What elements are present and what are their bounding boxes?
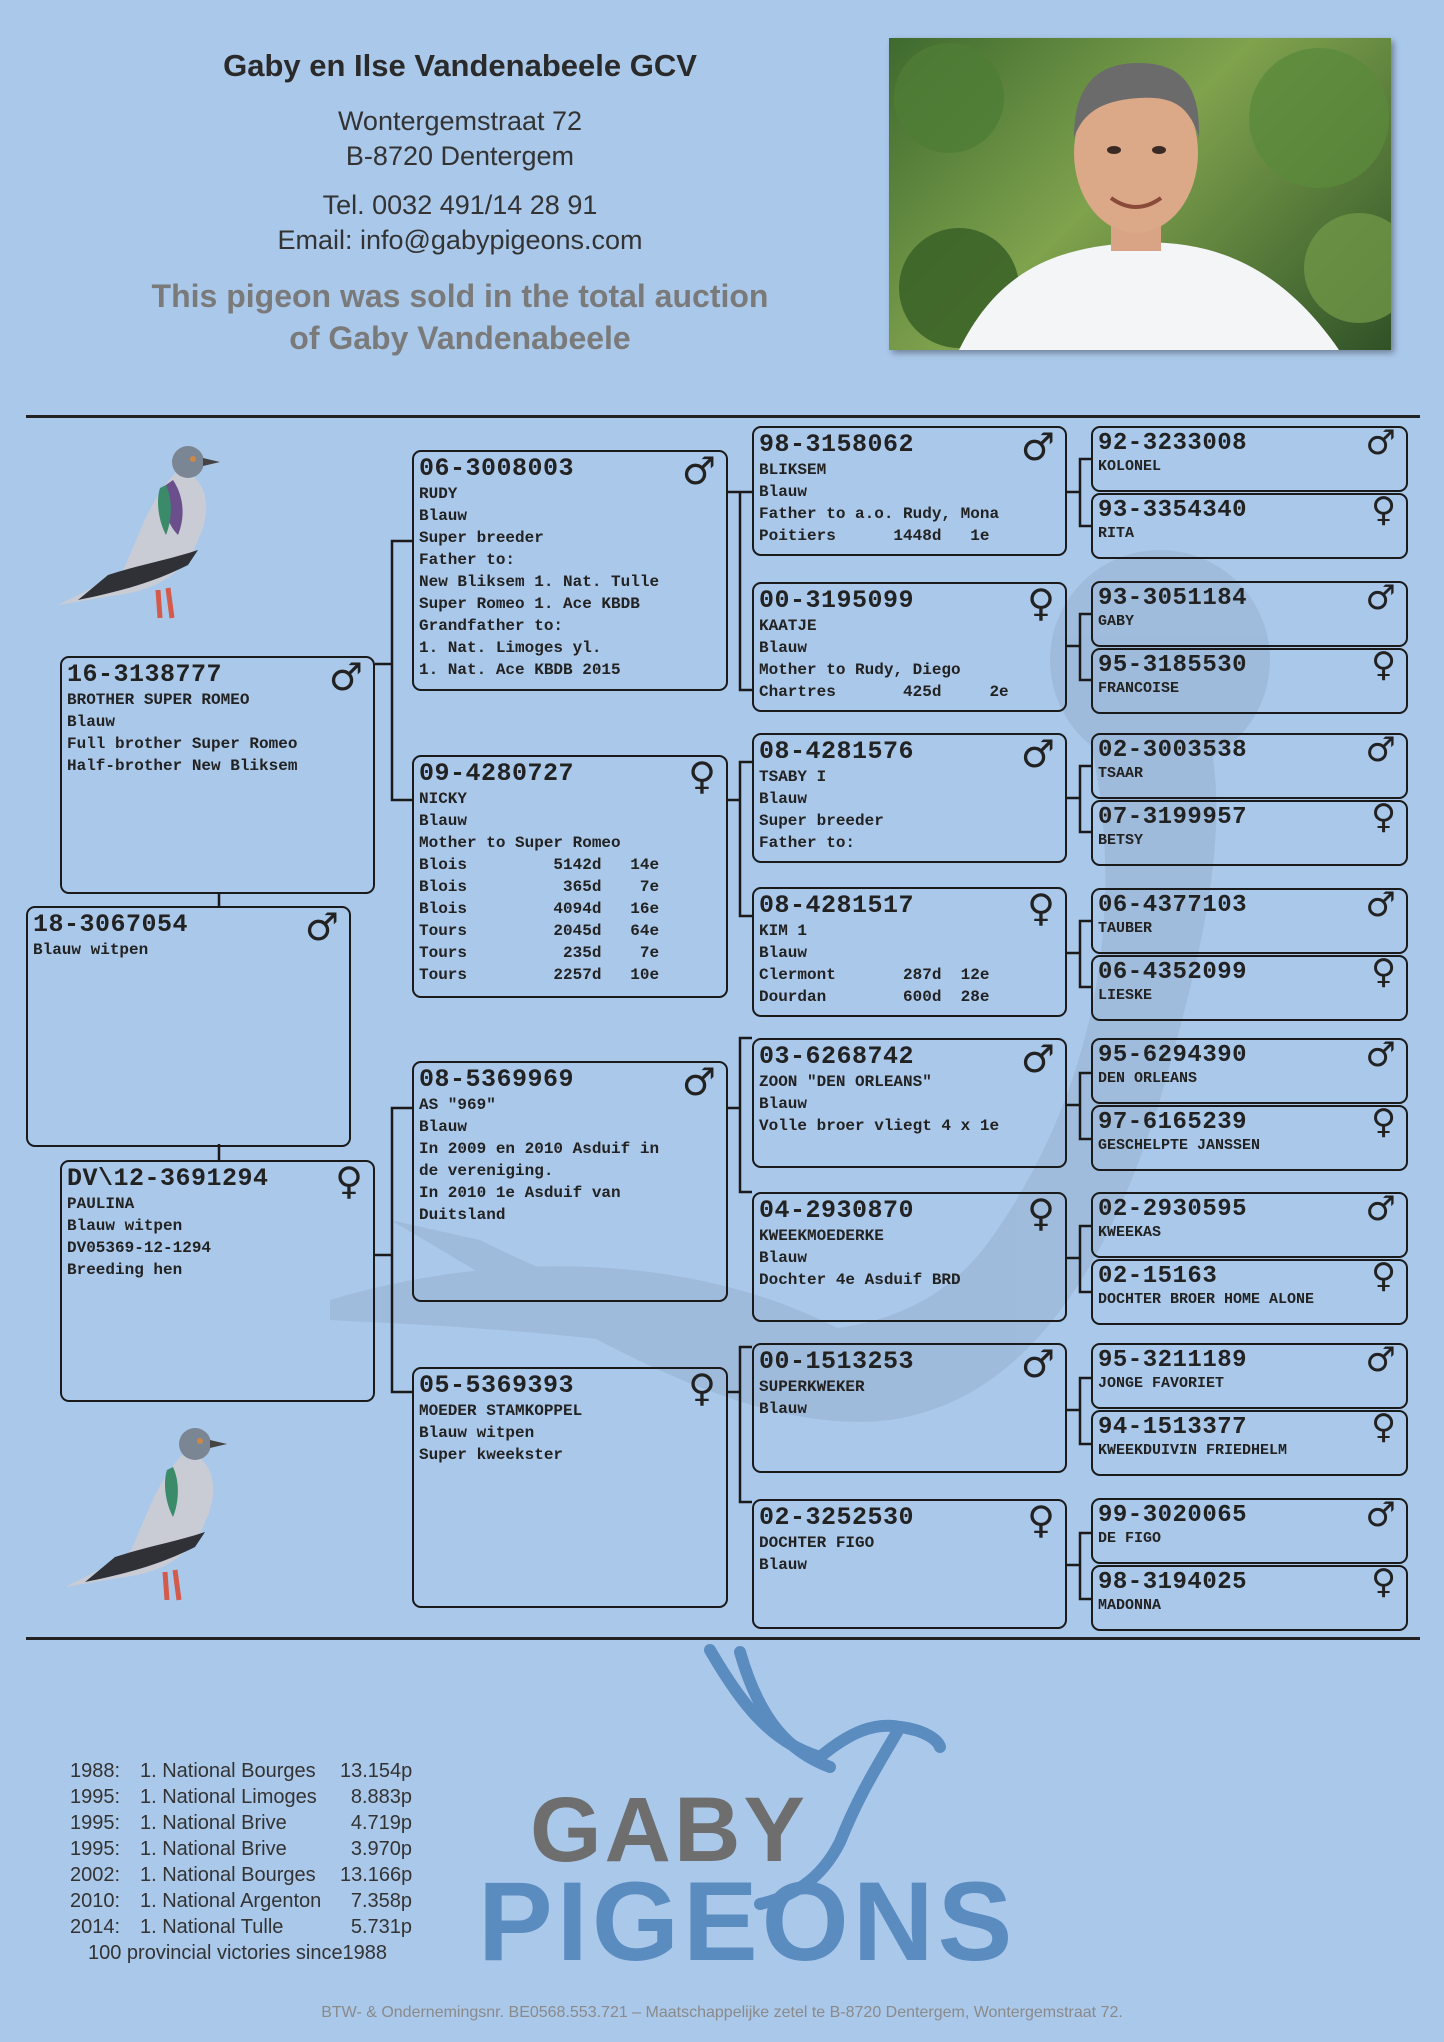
detail-line: Super breeder <box>759 812 884 830</box>
detail-line: DV05369-12-1294 <box>67 1239 212 1257</box>
male-symbol-icon: ♂ <box>681 450 716 493</box>
pedigree-card-g5-3 <box>1091 581 1408 647</box>
pedigree-card-g5-9 <box>1091 1038 1408 1104</box>
detail-line: Blois 4094d 16e <box>419 900 660 918</box>
female-symbol-icon: ♀ <box>1027 1192 1055 1235</box>
ring-number: 02-3003538 <box>1098 737 1248 764</box>
male-symbol-icon: ♂ <box>1020 733 1055 776</box>
ring-number: 93-3051184 <box>1098 585 1248 612</box>
female-symbol-icon: ♀ <box>688 755 716 798</box>
female-symbol-icon: ♀ <box>1371 493 1396 530</box>
detail-line: New Bliksem 1. Nat. Tulle <box>419 573 660 591</box>
logo-text-gaby: GABY <box>530 1779 808 1881</box>
pigeon-name: FRANCOISE <box>1098 680 1180 697</box>
pigeon-name: TAUBER <box>1098 920 1153 937</box>
detail-line: Super breeder <box>419 529 544 547</box>
detail-line: BROTHER SUPER ROMEO <box>67 691 250 709</box>
detail-line: Blauw witpen <box>419 1424 535 1442</box>
pedigree-card-subject <box>26 906 351 1147</box>
result-race: 1. National Tulle <box>140 1916 284 1938</box>
female-symbol-icon: ♀ <box>1371 1565 1396 1602</box>
male-symbol-icon: ♂ <box>1365 1038 1396 1075</box>
detail-line: PAULINA <box>67 1195 135 1213</box>
pedigree-card-g5-7 <box>1091 888 1408 954</box>
female-symbol-icon: ♀ <box>1371 1410 1396 1447</box>
detail-line: Super kweekster <box>419 1446 564 1464</box>
detail-line: DOCHTER FIGO <box>759 1534 875 1552</box>
pedigree-card-g5-1 <box>1091 426 1408 492</box>
pedigree-card-g5-5 <box>1091 733 1408 799</box>
pedigree-card-mff <box>752 1038 1067 1168</box>
male-symbol-icon: ♂ <box>1365 1192 1396 1229</box>
ring-number: 18-3067054 <box>33 910 189 939</box>
ring-number: 07-3199957 <box>1098 804 1248 831</box>
detail-line: Blauw <box>759 1095 808 1113</box>
ring-number: 06-4377103 <box>1098 892 1248 919</box>
detail-line: BLIKSEM <box>759 461 827 479</box>
pedigree-card-g5-14 <box>1091 1410 1408 1476</box>
pigeon-name: KWEEKDUIVIN FRIEDHELM <box>1098 1442 1288 1459</box>
result-pigeons: 5.731p <box>350 1916 412 1938</box>
phone-number: Tel. 0032 491/14 28 91 <box>322 190 598 220</box>
detail-line: In 2010 1e Asduif van <box>419 1184 621 1202</box>
detail-line: KWEEKMOEDERKE <box>759 1227 884 1245</box>
pedigree-card-g5-11 <box>1091 1192 1408 1258</box>
result-year: 1995: <box>70 1838 121 1860</box>
male-symbol-icon: ♂ <box>1365 581 1396 618</box>
ring-number: 98-3194025 <box>1098 1569 1248 1596</box>
ring-number: 06-3008003 <box>419 454 575 483</box>
detail-line: Blauw <box>759 1400 808 1418</box>
result-race: 1. National Brive <box>140 1812 287 1834</box>
pigeon-name: KWEEKAS <box>1098 1224 1162 1241</box>
detail-line: Chartres 425d 2e <box>759 683 1009 701</box>
ring-number: 99-3020065 <box>1098 1502 1248 1529</box>
ring-number: 08-4281576 <box>759 737 915 766</box>
result-pigeons: 3.970p <box>350 1838 412 1860</box>
male-symbol-icon: ♂ <box>1020 1343 1055 1386</box>
result-pigeons: 13.154p <box>340 1760 413 1782</box>
auction-note-line1: This pigeon was sold in the total auction <box>151 278 769 314</box>
pedigree-card-g5-16 <box>1091 1565 1408 1631</box>
result-race: 1. National Brive <box>140 1838 287 1860</box>
pedigree-card-g5-15 <box>1091 1498 1408 1564</box>
result-row <box>70 1784 412 1810</box>
pedigree-card-g5-2 <box>1091 493 1408 559</box>
detail-line: KIM 1 <box>759 922 808 940</box>
female-symbol-icon: ♀ <box>1371 648 1396 685</box>
detail-line: 1. Nat. Limoges yl. <box>419 639 602 657</box>
address-city: B-8720 Dentergem <box>345 141 575 171</box>
ring-number: 95-6294390 <box>1098 1042 1248 1069</box>
detail-line: AS "969" <box>419 1096 496 1114</box>
male-symbol-icon: ♂ <box>1020 426 1055 469</box>
detail-line: Tours 2257d 10e <box>419 966 660 984</box>
pedigree-card-fmm <box>752 887 1067 1017</box>
detail-line: Blauw <box>759 1249 808 1267</box>
detail-line: Blois 365d 7e <box>419 878 660 896</box>
ring-number: 04-2930870 <box>759 1196 915 1225</box>
ring-number: 02-2930595 <box>1098 1196 1248 1223</box>
result-pigeons: 13.166p <box>340 1864 413 1886</box>
pedigree-card-ffm <box>752 582 1067 712</box>
logo-text-pigeons: PIGEONS <box>478 1859 1017 1984</box>
detail-line: Poitiers 1448d 1e <box>759 527 990 545</box>
pigeon-name: MADONNA <box>1098 1597 1162 1614</box>
male-symbol-icon: ♂ <box>1365 733 1396 770</box>
detail-line: Blauw <box>759 1556 808 1574</box>
pedigree-card-fmf <box>752 733 1067 863</box>
pigeon-name: BETSY <box>1098 832 1144 849</box>
detail-line: Blauw <box>419 812 468 830</box>
pedigree-card-mm <box>412 1367 728 1608</box>
detail-line: Blauw <box>67 713 116 731</box>
pigeon-name: TSAAR <box>1098 765 1144 782</box>
detail-line: Blauw <box>759 639 808 657</box>
result-pigeons: 7.358p <box>350 1890 412 1912</box>
detail-line: Blauw <box>759 790 808 808</box>
pedigree-card-g5-12 <box>1091 1259 1408 1325</box>
pedigree-card-ff <box>412 450 728 691</box>
male-symbol-icon: ♂ <box>681 1061 716 1104</box>
detail-line: Volle broer vliegt 4 x 1e <box>759 1117 1000 1135</box>
male-symbol-icon: ♂ <box>1020 1038 1055 1081</box>
results-list <box>70 1758 412 1966</box>
detail-line: Full brother Super Romeo <box>67 735 298 753</box>
address-street: Wontergemstraat 72 <box>337 106 583 136</box>
ring-number: 16-3138777 <box>67 660 223 689</box>
result-year: 1988: <box>70 1760 121 1782</box>
company-footer: BTW- & Ondernemingsnr. BE0568.553.721 – Maatschappelijke zetel te B-8720 Dentergem, Wontergemstraat 72. <box>321 2004 1123 2021</box>
female-symbol-icon: ♀ <box>1027 582 1055 625</box>
pedigree-card-g5-8 <box>1091 955 1408 1021</box>
detail-line: Clermont 287d 12e <box>759 966 990 984</box>
ring-number: 95-3211189 <box>1098 1347 1248 1374</box>
female-symbol-icon: ♀ <box>335 1160 363 1203</box>
ring-number: 02-3252530 <box>759 1503 915 1532</box>
detail-line: Blauw <box>759 944 808 962</box>
pedigree-card-g5-13 <box>1091 1343 1408 1409</box>
result-race: 1. National Bourges <box>140 1760 316 1782</box>
detail-line: NICKY <box>419 790 468 808</box>
ring-number: 05-5369393 <box>419 1371 575 1400</box>
ring-number: 09-4280727 <box>419 759 575 788</box>
result-row <box>70 1758 412 1784</box>
male-symbol-icon: ♂ <box>1365 888 1396 925</box>
detail-line: ZOON "DEN ORLEANS" <box>759 1073 932 1091</box>
victories-note: 100 provincial victories since1988 <box>88 1942 388 1964</box>
color-line: Blauw witpen <box>33 941 149 959</box>
result-row <box>70 1914 412 1940</box>
detail-line: de vereniging. <box>419 1162 554 1180</box>
detail-line: SUPERKWEKER <box>759 1378 865 1396</box>
ring-number: 08-5369969 <box>419 1065 575 1094</box>
pedigree-card-g5-10 <box>1091 1105 1408 1171</box>
breeder-name: Gaby en Ilse Vandenabeele GCV <box>223 48 697 83</box>
pedigree-card-father <box>60 656 375 894</box>
result-row <box>70 1888 412 1914</box>
female-symbol-icon: ♀ <box>1371 1259 1396 1296</box>
detail-line: Blois 5142d 14e <box>419 856 660 874</box>
detail-line: Father to: <box>759 834 856 852</box>
pigeon-name: GABY <box>1098 613 1135 630</box>
ring-number: 06-4352099 <box>1098 959 1248 986</box>
ring-number: 94-1513377 <box>1098 1414 1248 1441</box>
detail-line: RUDY <box>419 485 458 503</box>
pedigree-card-mfm <box>752 1192 1067 1322</box>
detail-line: Father to: <box>419 551 516 569</box>
detail-line: Tours 2045d 64e <box>419 922 660 940</box>
result-race: 1. National Limoges <box>140 1786 317 1808</box>
female-symbol-icon: ♀ <box>688 1367 716 1410</box>
female-symbol-icon: ♀ <box>1027 1499 1055 1542</box>
ring-number: 98-3158062 <box>759 430 915 459</box>
female-symbol-icon: ♀ <box>1371 1105 1396 1142</box>
detail-line: Father to a.o. Rudy, Mona <box>759 505 1000 523</box>
detail-line: Breeding hen <box>67 1261 183 1279</box>
detail-line: Blauw witpen <box>67 1217 183 1235</box>
result-race: 1. National Bourges <box>140 1864 316 1886</box>
detail-line: Tours 235d 7e <box>419 944 660 962</box>
result-year: 1995: <box>70 1812 121 1834</box>
auction-note-line2: of Gaby Vandenabeele <box>289 320 631 356</box>
ring-number: 95-3185530 <box>1098 652 1248 679</box>
detail-line: Duitsland <box>419 1206 506 1224</box>
detail-line: Mother to Rudy, Diego <box>759 661 961 679</box>
female-symbol-icon: ♀ <box>1027 887 1055 930</box>
pedigree-card-fm <box>412 755 728 998</box>
detail-line: Blauw <box>759 483 808 501</box>
ring-number: DV\12-3691294 <box>67 1164 269 1193</box>
pigeon-name: GESCHELPTE JANSSEN <box>1098 1137 1261 1154</box>
detail-line: TSABY I <box>759 768 827 786</box>
pigeon-name: KOLONEL <box>1098 458 1162 475</box>
detail-line: Dochter 4e Asduif BRD <box>759 1271 961 1289</box>
detail-line: Mother to Super Romeo <box>419 834 621 852</box>
detail-line: 1. Nat. Ace KBDB 2015 <box>419 661 621 679</box>
pigeon-name: RITA <box>1098 525 1135 542</box>
pedigree-card-fff <box>752 426 1067 556</box>
male-symbol-icon: ♂ <box>328 656 363 699</box>
result-year: 2002: <box>70 1864 121 1886</box>
ring-number: 97-6165239 <box>1098 1109 1248 1136</box>
pigeon-name: DOCHTER BROER HOME ALONE <box>1098 1291 1315 1308</box>
detail-line: Blauw <box>419 507 468 525</box>
pedigree-card-mmf <box>752 1343 1067 1473</box>
detail-line: KAATJE <box>759 617 817 635</box>
detail-line: Grandfather to: <box>419 617 564 635</box>
male-symbol-icon: ♂ <box>1365 1498 1396 1535</box>
ring-number: 03-6268742 <box>759 1042 915 1071</box>
pigeon-name: DE FIGO <box>1098 1530 1162 1547</box>
detail-line: MOEDER STAMKOPPEL <box>419 1402 583 1420</box>
ring-number: 02-15163 <box>1098 1263 1218 1290</box>
result-year: 1995: <box>70 1786 121 1808</box>
ring-number: 93-3354340 <box>1098 497 1248 524</box>
pedigree-card-mf <box>412 1061 728 1302</box>
pedigree-card-g5-4 <box>1091 648 1408 714</box>
pigeon-name: DEN ORLEANS <box>1098 1070 1198 1087</box>
ring-number: 00-1513253 <box>759 1347 915 1376</box>
result-row <box>70 1810 412 1836</box>
male-symbol-icon: ♂ <box>1365 426 1396 463</box>
pedigree-card-mother <box>60 1160 375 1402</box>
result-pigeons: 4.719p <box>350 1812 412 1834</box>
result-year: 2010: <box>70 1890 121 1912</box>
ring-number: 00-3195099 <box>759 586 915 615</box>
detail-line: Blauw <box>419 1118 468 1136</box>
pigeon-name: LIESKE <box>1098 987 1153 1004</box>
female-symbol-icon: ♀ <box>1371 955 1396 992</box>
result-row <box>70 1862 412 1888</box>
detail-line: In 2009 en 2010 Asduif in <box>419 1140 660 1158</box>
pigeon-illustration-bottom <box>55 1422 245 1612</box>
male-symbol-icon: ♂ <box>1365 1343 1396 1380</box>
result-row <box>70 1836 412 1862</box>
detail-line: Half-brother New Bliksem <box>67 757 298 775</box>
result-year: 2014: <box>70 1916 121 1938</box>
ring-number: 92-3233008 <box>1098 430 1248 457</box>
result-race: 1. National Argenton <box>140 1890 322 1912</box>
pigeon-name: JONGE FAVORIET <box>1098 1375 1225 1392</box>
pedigree-card-mmm <box>752 1499 1067 1629</box>
result-pigeons: 8.883p <box>350 1786 412 1808</box>
email-address: Email: info@gabypigeons.com <box>277 225 643 255</box>
pigeon-illustration-top <box>48 440 238 630</box>
ring-number: 08-4281517 <box>759 891 915 920</box>
pedigree-card-g5-6 <box>1091 800 1408 866</box>
detail-line: Super Romeo 1. Ace KBDB <box>419 595 640 613</box>
male-symbol-icon: ♂ <box>304 906 339 949</box>
female-symbol-icon: ♀ <box>1371 800 1396 837</box>
detail-line: Dourdan 600d 28e <box>759 988 990 1006</box>
